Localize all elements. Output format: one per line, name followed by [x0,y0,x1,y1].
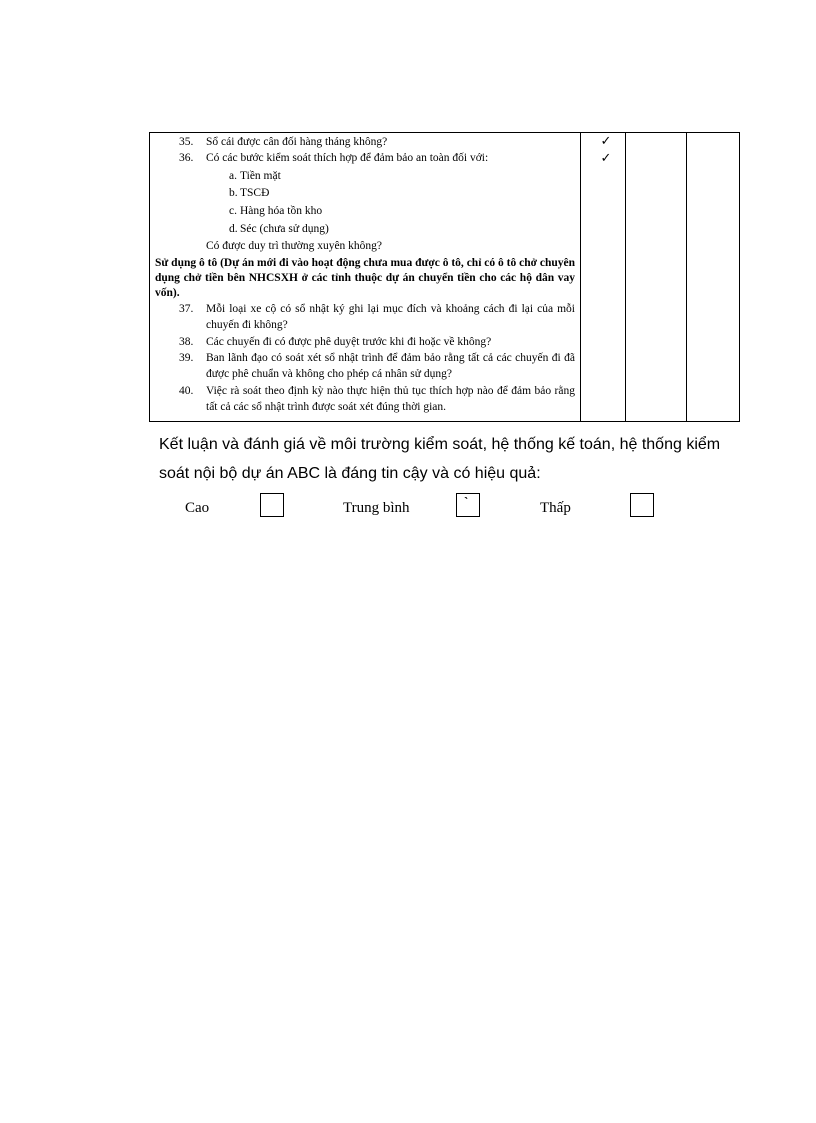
sub-item-letter: c. [229,205,237,217]
question-number: 39. [179,352,194,364]
rating-label-high: Cao [185,500,210,516]
check-mark-35: ✓ [600,133,612,148]
column-divider-2 [625,133,626,421]
rating-label-low: Thấp [540,500,571,516]
rating-checkbox-high[interactable] [260,493,284,517]
question-item [155,383,575,416]
question-item [155,134,575,150]
sub-item [155,168,575,186]
sub-item [155,185,575,203]
question-item [155,301,575,334]
question-number: 36. [179,152,194,165]
rating-checkbox-medium[interactable] [456,493,480,517]
sub-item [155,203,575,221]
question-number: 35. [179,136,194,148]
rating-label-medium: Trung bình [343,500,410,516]
question-text: Ban lãnh đạo có soát xét sổ nhật trình để đảm bảo rằng tất cả các chuyến đi đã được phê chuẩn và không cho phép cá nhân sử dụng? [206,352,575,381]
column-divider-1 [580,133,581,421]
checklist-table [149,132,740,422]
sub-item-letter: b. [229,187,238,200]
question-item [155,334,575,350]
vehicle-section-heading: Sử dụng ô tô (Dự án mới đi vào hoạt động chưa mua được ô tô, chỉ có ô tô chở chuyên dụng chở tiền bên NHCSXH ở các tỉnh thuộc dự án chuyển tiền cho các hộ dân vay vốn). [155,256,575,299]
check-mark-36: ✓ [600,150,612,165]
maintained-question: Có được duy trì thường xuyên không? [206,240,383,253]
question-number: 38. [179,335,194,348]
question-item [155,150,575,166]
column-divider-3 [686,133,687,421]
question-text: Việc rà soát theo định kỳ nào thực hiện thủ tục thích hợp nào để đảm bảo rằng tất cả các sổ nhật trình được soát xét đúng thời gian. [206,384,575,414]
question-text: Có các bước kiểm soát thích hợp để đảm bảo an toàn đối với: [206,152,489,165]
question-item [155,350,575,383]
sub-item-letter: a. [229,169,237,182]
sub-item-letter: d. [229,222,238,235]
question-text: Các chuyến đi có được phê duyệt trước khi đi hoặc về không? [206,335,492,348]
conclusion-text: Kết luận và đánh giá về môi trường kiểm soát, hệ thống kế toán, hệ thống kiểm soát nội bộ dự án ABC là đáng tin cậy và có hiệu quả: [159,436,721,482]
rating-mark: ˋ [464,494,469,509]
question-number: 37. [179,302,194,315]
sub-item [155,221,575,239]
sub-item-text: Séc (chưa sử dụng) [240,222,329,235]
question-number: 40. [179,384,194,397]
rating-checkbox-low[interactable] [630,493,654,517]
question-text: Sổ cái được cân đối hàng tháng không? [206,136,388,148]
question-column [155,134,575,416]
sub-item-text: Tiền mặt [240,169,281,182]
sub-item-text: TSCĐ [240,187,270,200]
question-text: Mỗi loại xe cộ có sổ nhật ký ghi lại mục đích và khoảng cách đi lại của mỗi chuyến đi không? [206,302,575,332]
sub-item-text: Hàng hóa tồn kho [240,205,323,217]
